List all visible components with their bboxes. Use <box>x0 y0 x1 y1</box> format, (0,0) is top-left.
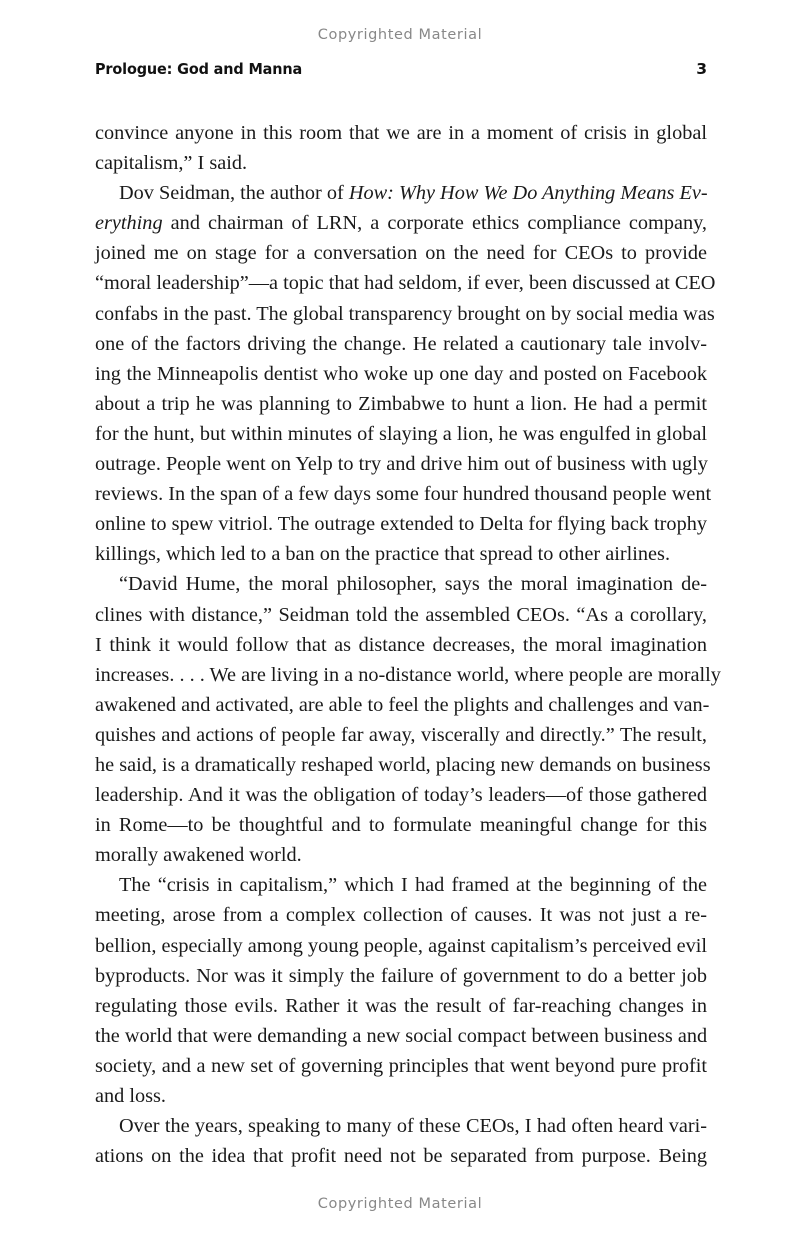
line-text: “moral leadership”—a topic that had seldom, if ever, been discussed at CEO <box>95 272 716 295</box>
text-line <box>95 268 716 298</box>
text-line <box>95 1111 707 1141</box>
line-text: outrage. People went on Yelp to try and drive him out of business with ugly <box>95 453 708 476</box>
line-text: increases. . . . We are living in a no-distance world, where people are morally <box>95 663 721 686</box>
line-text: leadership. And it was the obligation of today’s leaders—of those gathered <box>95 784 707 807</box>
line-text: The “crisis in capitalism,” which I had framed at the beginning of the <box>119 874 707 897</box>
text-line <box>95 900 707 930</box>
text-line <box>95 961 707 991</box>
line-text: one of the factors driving the change. He related a cautionary tale involv- <box>95 332 707 355</box>
running-head <box>95 60 707 78</box>
line-text: morally awakened world. <box>95 844 302 867</box>
line-text: I think it would follow that as distance decreases, the moral imagination <box>95 633 707 656</box>
line-text: capitalism,” I said. <box>95 152 248 175</box>
text-line <box>95 178 707 208</box>
text-line <box>95 359 707 389</box>
text-line <box>95 509 707 539</box>
text-line <box>95 118 707 148</box>
text-line <box>95 720 707 750</box>
text-line <box>95 329 707 359</box>
line-text: and loss. <box>95 1085 166 1107</box>
line-text: killings, which led to a ban on the practice that spread to other airlines. <box>95 543 671 566</box>
line-text: in Rome—to be thoughtful and to formulate meaningful change for this <box>95 814 707 837</box>
text-line <box>95 449 707 479</box>
text-line <box>95 931 707 961</box>
text-line <box>95 870 707 900</box>
line-text: meeting, arose from a complex collection of causes. It was not just a re- <box>95 904 707 927</box>
paragraph <box>95 569 721 870</box>
text-line <box>95 148 707 178</box>
line-text: byproducts. Nor was it simply the failure of government to do a better job <box>95 964 707 987</box>
page-number: 3 <box>696 60 707 78</box>
line-text: the world that were demanding a new social compact between business and <box>95 1024 708 1047</box>
text-line <box>95 1081 707 1111</box>
paragraph <box>95 1111 707 1171</box>
paragraph <box>95 178 716 569</box>
body-text-block <box>95 118 721 1171</box>
line-text: reviews. In the span of a few days some four hundred thousand people went <box>95 483 712 506</box>
line-text: regulating those evils. Rather it was the result of far-reaching changes in <box>95 994 707 1017</box>
line-text: ing the Minneapolis dentist who woke up one day and posted on Facebook <box>95 362 707 385</box>
text-line <box>95 750 711 780</box>
text-line <box>95 991 707 1021</box>
line-text: he said, is a dramatically reshaped world, placing new demands on business <box>95 753 711 776</box>
text-line <box>95 299 715 329</box>
text-line <box>95 1141 707 1171</box>
line-text: awakened and activated, are able to feel the plights and challenges and van- <box>95 693 710 716</box>
text-line <box>95 208 707 238</box>
line-text: convince anyone in this room that we are in a moment of crisis in global <box>95 122 707 144</box>
running-head-title: Prologue: God and Manna <box>95 60 303 78</box>
text-line <box>95 1051 707 1081</box>
text-line <box>95 539 707 569</box>
text-line <box>95 690 710 720</box>
line-text: online to spew vitriol. The outrage extended to Delta for flying back trophy <box>95 513 707 536</box>
text-line <box>95 479 712 509</box>
line-text: and chairman of LRN, a corporate ethics compliance company, <box>162 212 707 235</box>
italic-title-text: How: Why How We Do Anything Means Ev- <box>348 182 708 205</box>
line-text: ations on the idea that profit need not be separated from purpose. Being <box>95 1145 707 1168</box>
line-text: about a trip he was planning to Zimbabwe to hunt a lion. He had a permit <box>95 392 707 415</box>
line-text: society, and a new set of governing principles that went beyond pure profit <box>95 1054 707 1077</box>
line-text: joined me on stage for a conversation on the need for CEOs to provide <box>95 242 707 265</box>
text-line <box>95 569 707 599</box>
text-line <box>95 630 707 660</box>
line-text: “David Hume, the moral philosopher, says the moral imagination de- <box>119 573 707 596</box>
line-text: bellion, especially among young people, against capitalism’s perceived evil <box>95 934 707 957</box>
copyright-watermark-top: Copyrighted Material <box>317 27 483 43</box>
text-line <box>95 840 707 870</box>
line-text: Over the years, speaking to many of these CEOs, I had often heard vari- <box>119 1115 707 1138</box>
text-line <box>95 389 707 419</box>
paragraph <box>95 870 707 1111</box>
line-text: confabs in the past. The global transparency brought on by social media was <box>95 302 715 325</box>
line-text: for the hunt, but within minutes of slaying a lion, he was engulfed in global <box>95 422 707 445</box>
text-line <box>95 810 707 840</box>
text-line <box>95 780 707 810</box>
text-line <box>95 419 707 449</box>
line-text: clines with distance,” Seidman told the assembled CEOs. “As a corollary, <box>95 603 707 626</box>
line-text: quishes and actions of people far away, viscerally and directly.” The result, <box>95 723 707 746</box>
text-line <box>95 1021 707 1051</box>
paragraph <box>95 118 707 178</box>
copyright-watermark-bottom: Copyrighted Material <box>317 1196 483 1212</box>
line-text: Dov Seidman, the author of <box>119 182 349 205</box>
text-line <box>95 238 707 268</box>
italic-title-text: erything <box>95 212 163 235</box>
text-line <box>95 660 721 690</box>
text-line <box>95 600 707 630</box>
